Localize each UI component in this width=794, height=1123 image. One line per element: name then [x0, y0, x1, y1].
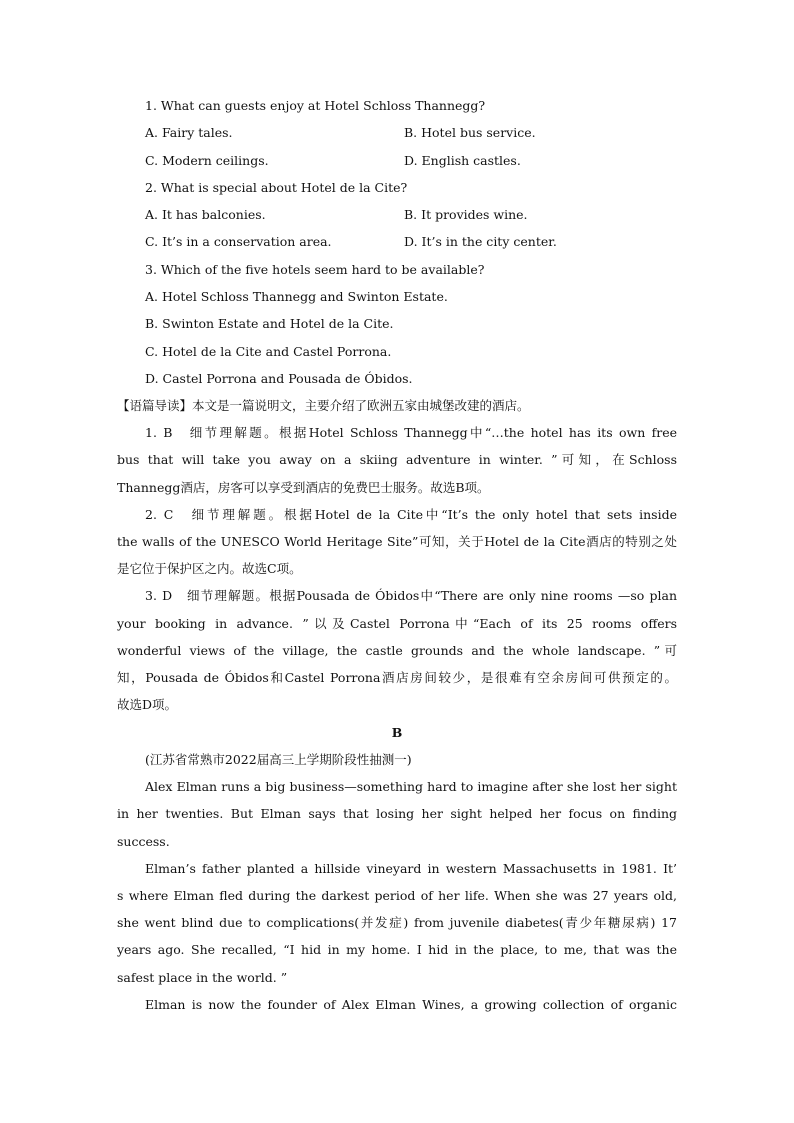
question-3-option-a: A. Hotel Schloss Thannegg and Swinton Estate. [145, 289, 448, 304]
passage-line: s where Elman fled during the darkest period of her life. When she was 27 years old, [117, 888, 677, 903]
question-3-option-d: D. Castel Porrona and Pousada de Óbidos. [145, 371, 413, 386]
question-2-option-d: D. It’s in the city center. [404, 234, 557, 249]
passage-line: in her twenties. But Elman says that losing her sight helped her focus on finding [117, 806, 677, 821]
question-3-option-c: C. Hotel de la Cite and Castel Porrona. [145, 344, 392, 359]
passage-line: safest place in the world. ” [117, 970, 288, 985]
question-1-option-a: A. Fairy tales. [145, 125, 233, 140]
answer-2-line: the walls of the UNESCO World Heritage Site”可知，关于Hotel de la Cite酒店的特别之处 [117, 534, 677, 549]
answer-1-line: bus that will take you away on a skiing adventure in winter. ”可知，在Schloss [117, 452, 677, 467]
answer-3-line: 知，Pousada de Óbidos和Castel Porrona酒店房间较少，是很难有空余房间可供预定的。 [117, 670, 677, 685]
question-3-stem: 3. Which of the five hotels seem hard to be available? [145, 262, 485, 277]
section-heading: B [391, 725, 403, 740]
passage-line: years ago. She recalled, “I hid in my home. I hid in the place, to me, that was the [117, 942, 677, 957]
passage-line: success. [117, 834, 170, 849]
question-3-option-b: B. Swinton Estate and Hotel de la Cite. [145, 316, 394, 331]
question-1-option-c: C. Modern ceilings. [145, 153, 269, 168]
passage-line: Elman’s father planted a hillside vineyard in western Massachusetts in 1981. It’ [145, 861, 677, 876]
answer-1-line: 1. B 细节理解题。根据Hotel Schloss Thannegg中“…the hotel has its own free [145, 425, 677, 440]
question-2-option-b: B. It provides wine. [404, 207, 528, 222]
reading-guide: 【语篇导读】本文是一篇说明文，主要介绍了欧洲五家由城堡改建的酒店。 [117, 398, 530, 413]
answer-3-line: wonderful views of the village, the castle grounds and the whole landscape. ”可 [117, 643, 677, 658]
answer-2-line: 是它位于保护区之内。故选C项。 [117, 561, 302, 576]
answer-3-line: your booking in advance. ”以及Castel Porrona中“Each of its 25 rooms offers [117, 616, 677, 631]
passage-line: Elman is now the founder of Alex Elman Wines, a growing collection of organic [145, 997, 677, 1012]
passage-line: she went blind due to complications(并发症) from juvenile diabetes(青少年糖尿病) 17 [117, 915, 677, 930]
passage-source: (江苏省常熟市2022届高三上学期阶段性抽测一) [145, 752, 412, 767]
answer-2-line: 2. C 细节理解题。根据Hotel de la Cite中“It’s the only hotel that sets inside [145, 507, 677, 522]
answer-3-line: 故选D项。 [117, 697, 178, 712]
question-1-option-b: B. Hotel bus service. [404, 125, 536, 140]
answer-1-line: Thannegg酒店，房客可以享受到酒店的免费巴士服务。故选B项。 [117, 480, 490, 495]
question-2-option-c: C. It’s in a conservation area. [145, 234, 332, 249]
question-2-option-a: A. It has balconies. [145, 207, 266, 222]
passage-line: Alex Elman runs a big business—something hard to imagine after she lost her sight [145, 779, 677, 794]
question-1-stem: 1. What can guests enjoy at Hotel Schloss Thannegg? [145, 98, 486, 113]
question-1-option-d: D. English castles. [404, 153, 521, 168]
answer-3-line: 3. D 细节理解题。根据Pousada de Óbidos中“There are only nine rooms —so plan [145, 588, 677, 603]
question-2-stem: 2. What is special about Hotel de la Cite? [145, 180, 408, 195]
